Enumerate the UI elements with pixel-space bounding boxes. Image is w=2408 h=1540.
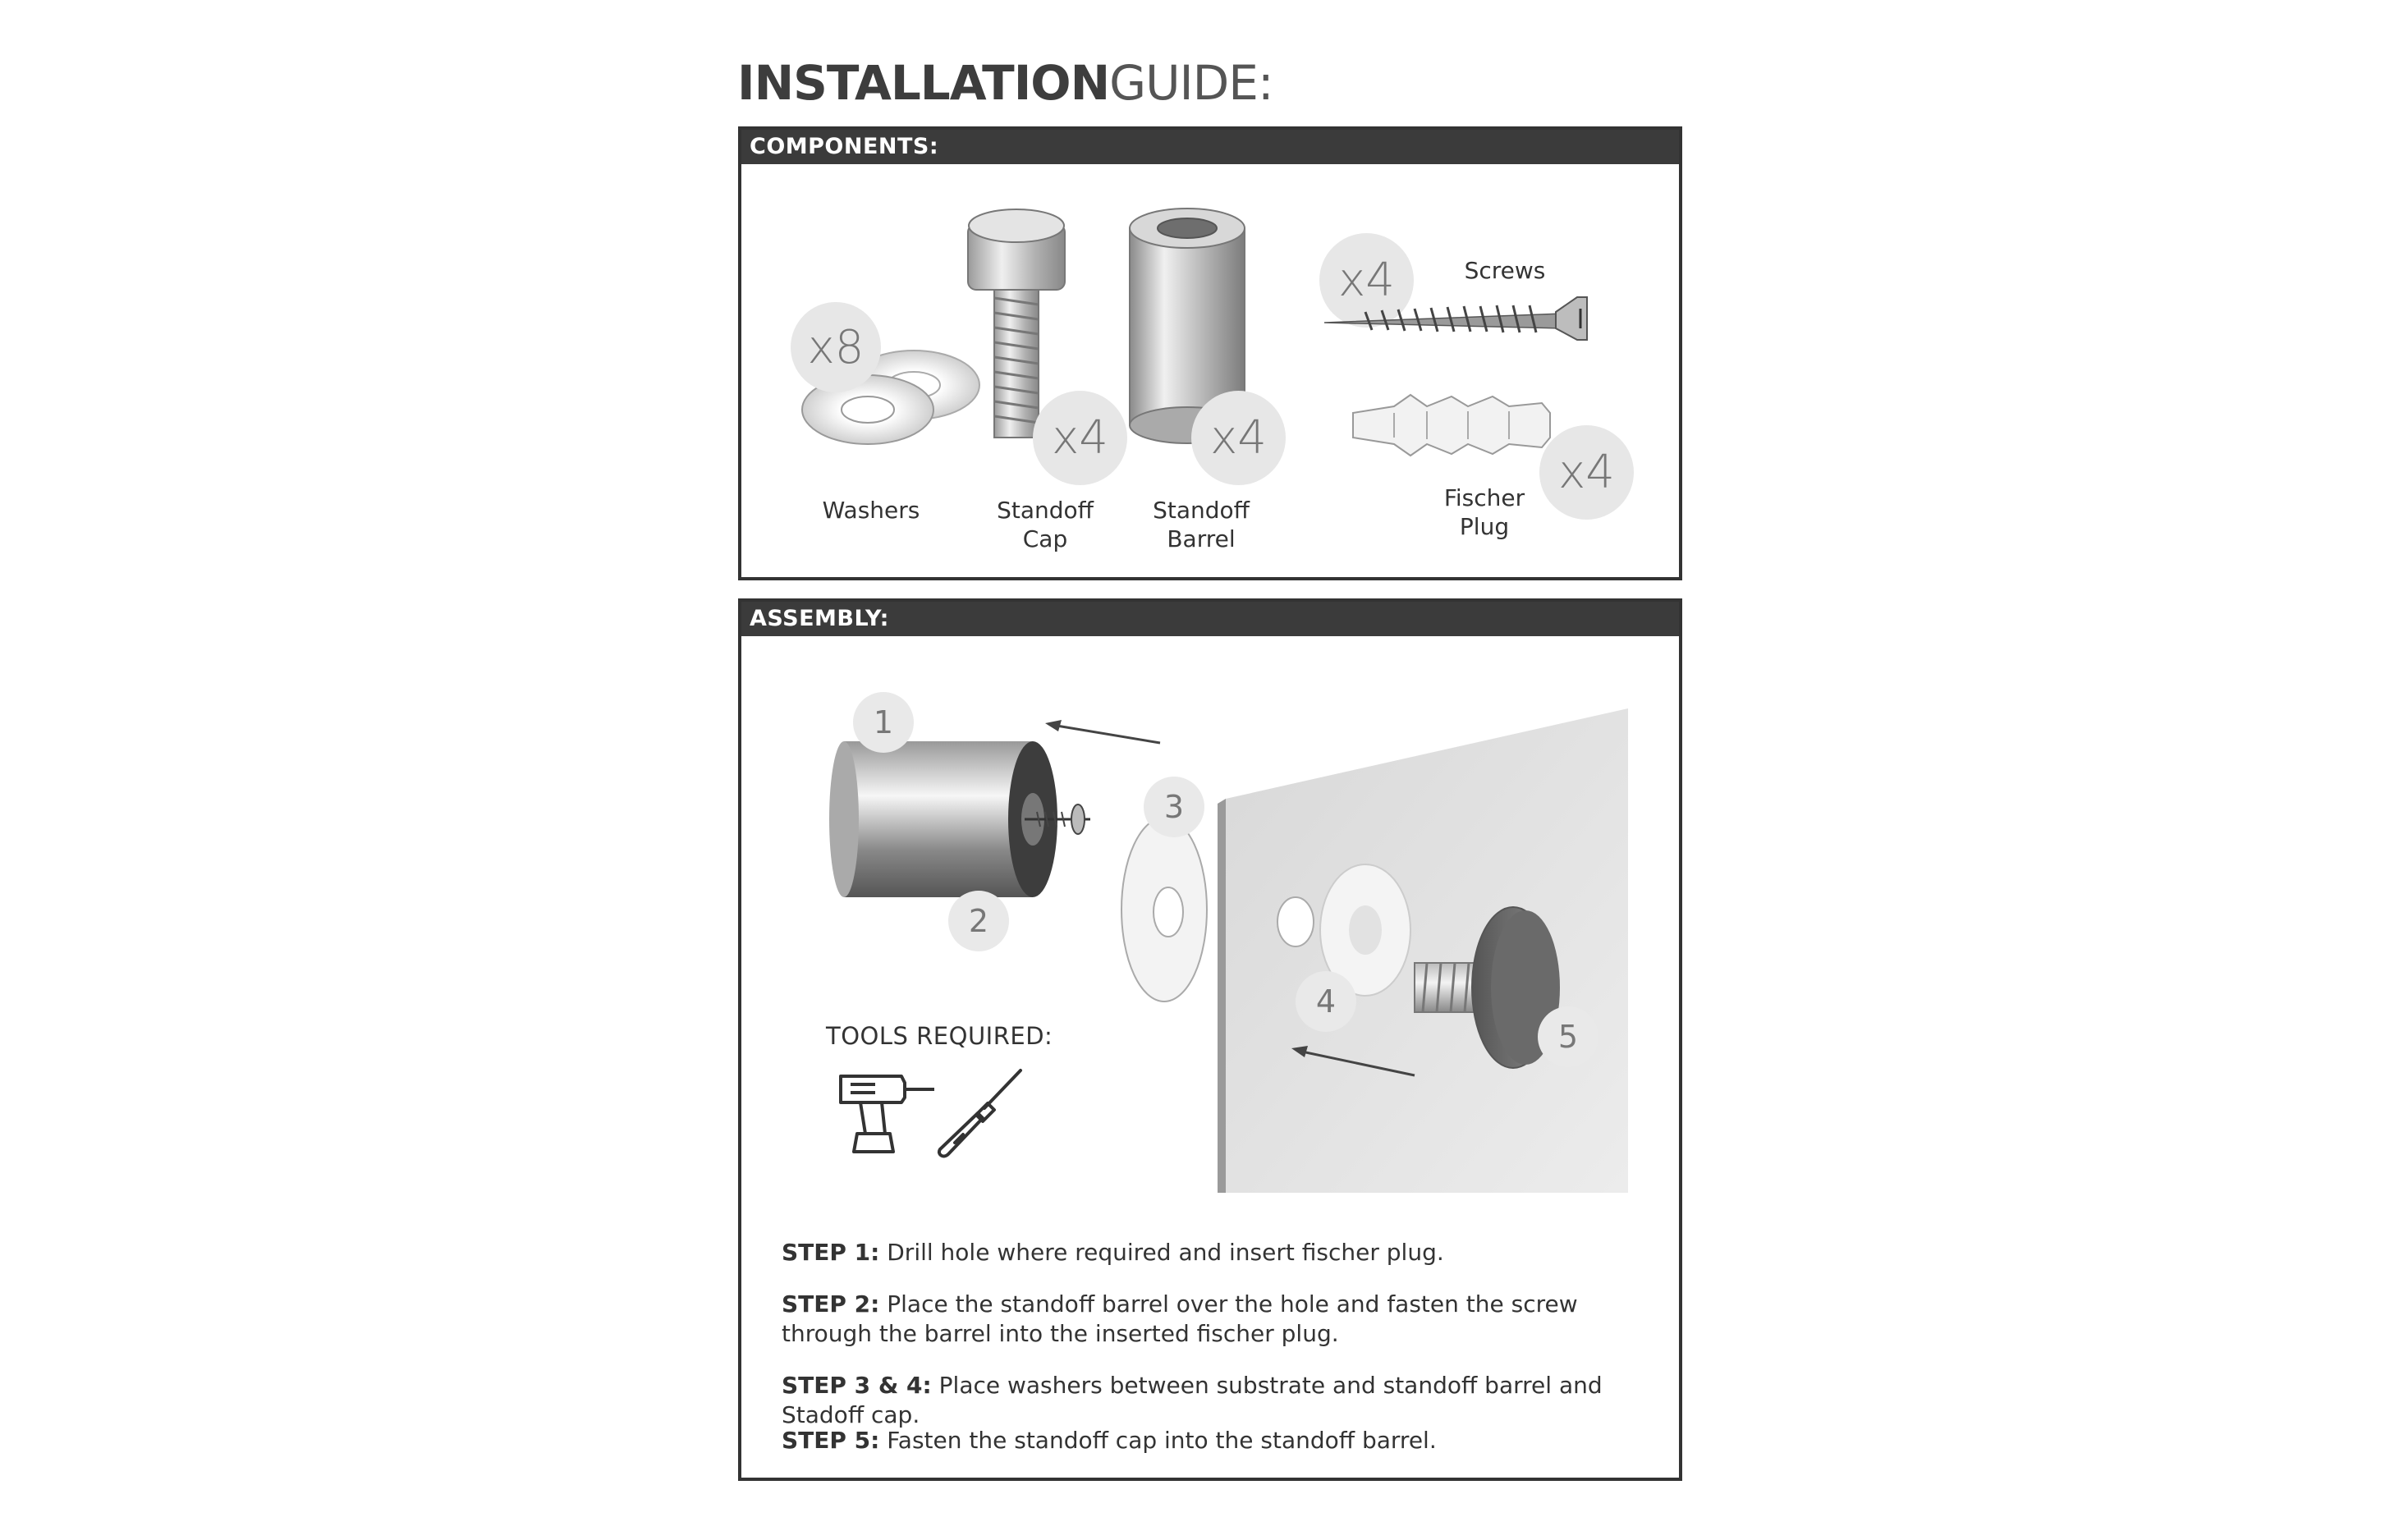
assembly-barrel-illustration — [828, 725, 1090, 914]
step-3-4-label: STEP 3 & 4: — [782, 1372, 932, 1399]
screwdriver-icon — [930, 1066, 1029, 1164]
callout-1: 1 — [853, 692, 914, 753]
fischer-plug-label-line1: Fischer — [1443, 484, 1525, 511]
fischer-plug-label — [1423, 484, 1546, 541]
standoff-cap-qty-badge: x4 — [1033, 391, 1127, 485]
step-1 — [782, 1238, 1652, 1267]
assembly-panel — [738, 598, 1682, 1481]
callout-2: 2 — [948, 891, 1009, 951]
step-5-text: Fasten the standoff cap into the standoff barrel. — [879, 1427, 1437, 1454]
washers-label: Washers — [822, 497, 920, 524]
title-light: GUIDE: — [1109, 55, 1273, 111]
arrow-top — [1037, 717, 1168, 749]
callout-3: 3 — [1144, 777, 1204, 837]
callout-4: 4 — [1296, 971, 1356, 1032]
step-3-4 — [782, 1371, 1652, 1430]
step-2-text: Place the standoff barrel over the hole and fasten the screw through the barrel into the inserted fischer plug. — [782, 1290, 1578, 1347]
step-1-label: STEP 1: — [782, 1239, 880, 1266]
fischer-plug-illustration — [1345, 388, 1566, 462]
standoff-barrel-label-line1: Standoff — [1153, 497, 1250, 524]
standoff-barrel-label-line2: Barrel — [1167, 525, 1236, 552]
standoff-barrel-label — [1135, 496, 1267, 553]
assembly-header: ASSEMBLY: — [741, 602, 1679, 636]
screws-qty-badge: x4 — [1319, 233, 1414, 328]
step-1-text: Drill hole where required and insert fischer plug. — [879, 1239, 1444, 1266]
step-5 — [782, 1426, 1652, 1455]
step-2 — [782, 1290, 1652, 1349]
fischer-plug-label-line2: Plug — [1459, 513, 1510, 540]
assembly-cap-illustration — [1398, 897, 1562, 1094]
components-header: COMPONENTS: — [741, 130, 1679, 164]
arrow-bottom — [1283, 1041, 1423, 1082]
assembly-washer-illustration — [1103, 807, 1226, 1012]
standoff-barrel-qty-badge: x4 — [1191, 391, 1286, 485]
page-title — [737, 55, 1273, 111]
step-3-4-text: Place washers between substrate and standoff barrel and Stadoff cap. — [782, 1372, 1603, 1428]
standoff-cap-label-line1: Standoff — [997, 497, 1094, 524]
washers-qty-badge: x8 — [791, 302, 881, 392]
fischer-plug-qty-badge: x4 — [1539, 425, 1634, 520]
step-2-label: STEP 2: — [782, 1290, 880, 1318]
standoff-cap-label-line2: Cap — [1022, 525, 1068, 552]
screw-illustration — [1316, 294, 1595, 343]
screws-label: Screws — [1464, 257, 1546, 284]
tools-required-label: TOOLS REQUIRED: — [826, 1022, 1053, 1050]
drill-icon — [836, 1070, 943, 1160]
standoff-cap-label — [979, 496, 1111, 553]
callout-5: 5 — [1538, 1006, 1598, 1067]
components-panel — [738, 126, 1682, 580]
title-bold: INSTALLATION — [737, 55, 1110, 111]
step-5-label: STEP 5: — [782, 1427, 880, 1454]
